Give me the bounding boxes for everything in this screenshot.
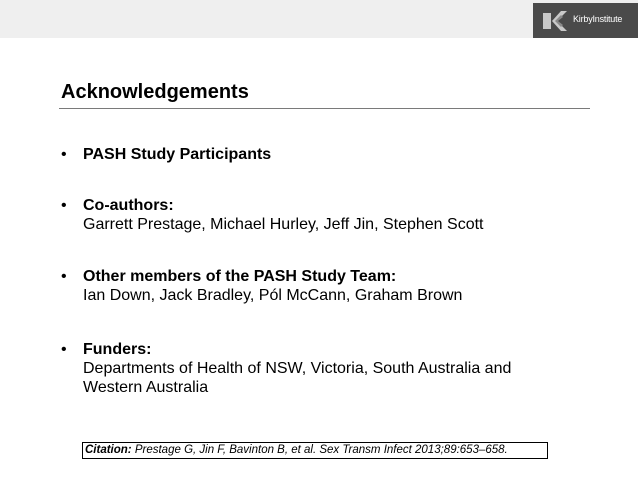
kirby-institute-logo — [533, 3, 638, 38]
bullet-marker: • — [61, 341, 67, 358]
bullet-marker: • — [61, 146, 67, 163]
citation-label: Citation: — [85, 444, 132, 456]
bullet-heading: Co-authors: — [83, 197, 174, 214]
citation-text: Prestage G, Jin F, Bavinton B, et al. Sex Transm Infect 2013;89:653–658. — [134, 444, 508, 456]
title-divider — [59, 108, 590, 109]
logo-text: KirbyInstitute — [573, 14, 623, 24]
bullet-text: Departments of Health of NSW, Victoria, South Australia and — [83, 360, 512, 377]
bullet-text: Western Australia — [83, 379, 209, 396]
kirby-logo-icon — [543, 9, 569, 33]
bullet-marker: • — [61, 197, 67, 214]
bullet-heading: Other members of the PASH Study Team: — [83, 268, 397, 285]
bullet-text: Garrett Prestage, Michael Hurley, Jeff Jin, Stephen Scott — [83, 216, 484, 233]
bullet-text: Ian Down, Jack Bradley, Pól McCann, Graham Brown — [83, 287, 463, 304]
bullet-heading: Funders: — [83, 341, 152, 358]
bullet-marker: • — [61, 268, 67, 285]
citation-box — [82, 442, 548, 459]
slide-title: Acknowledgements — [61, 81, 249, 103]
bullet-heading: PASH Study Participants — [83, 146, 272, 163]
